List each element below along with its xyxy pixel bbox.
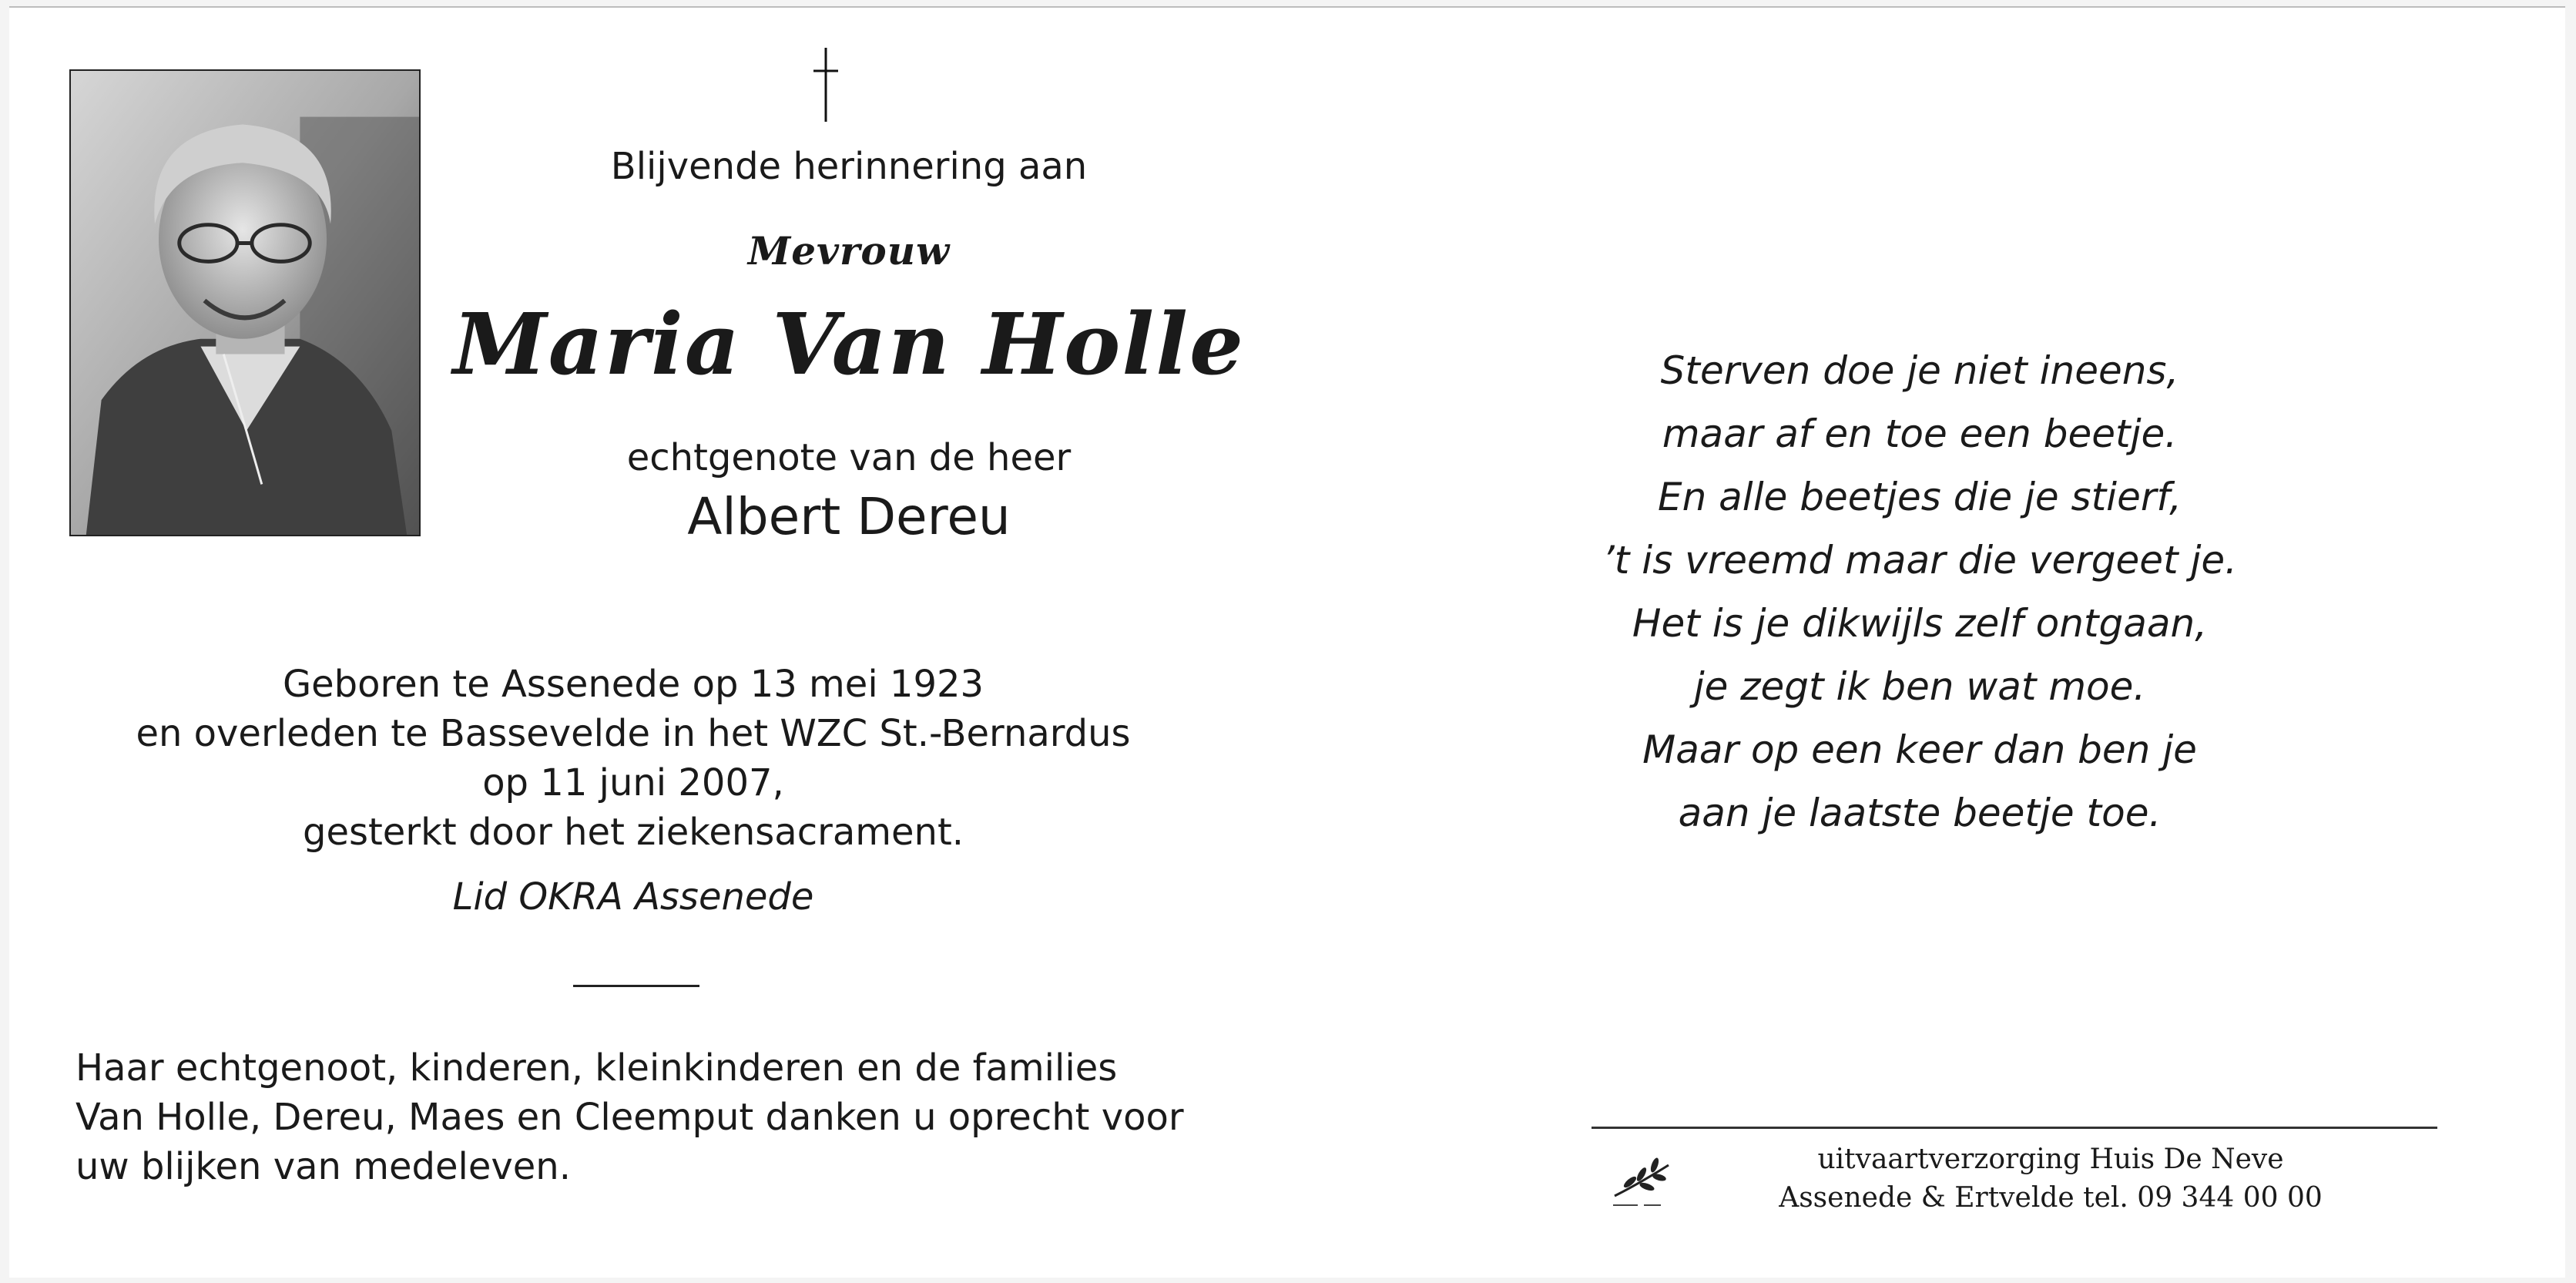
poem-line: je zegt ik ben wat moe. [1693, 664, 2146, 709]
portrait-photo [69, 69, 421, 536]
poem-line: Maar op een keer dan ben je [1642, 727, 2197, 772]
deceased-name: Maria Van Holle [452, 294, 1245, 394]
life-line: en overleden te Bassevelde in het WZC St.-Bernardus [136, 712, 1131, 755]
life-details [86, 660, 1180, 857]
thanks-line: Van Holle, Dereu, Maes en Cleemput danken u oprecht voor [75, 1096, 1184, 1139]
memorial-intro: Blijvende herinnering aan [610, 145, 1088, 188]
honorific-title: Mevrouw [747, 228, 951, 274]
memorial-card [9, 6, 2565, 1278]
life-line: op 11 juni 2007, [482, 761, 784, 804]
spouse-intro: echtgenote van de heer [626, 436, 1072, 479]
funeral-home-info [1681, 1140, 2420, 1218]
life-line: Geboren te Assenede op 13 mei 1923 [282, 663, 984, 706]
poem-line: Sterven doe je niet ineens, [1660, 348, 2179, 393]
footer-divider [1592, 1127, 2437, 1129]
cross-icon [810, 46, 841, 123]
thanks-line: Haar echtgenoot, kinderen, kleinkinderen en de families [75, 1046, 1118, 1090]
portrait-image [71, 71, 419, 535]
poem-line: En alle beetjes die je stierf, [1657, 475, 2182, 519]
thanks-message [75, 1043, 1231, 1191]
thanks-line: uw blijken van medeleven. [75, 1145, 571, 1188]
funeral-home-contact: Assenede & Ertvelde tel. 09 344 00 00 [1779, 1182, 2323, 1214]
membership-note: Lid OKRA Assenede [452, 875, 814, 919]
poem [1535, 339, 2305, 845]
spouse-name: Albert Dereu [687, 487, 1011, 546]
funeral-home-name: uitvaartverzorging Huis De Neve [1817, 1144, 2284, 1175]
poem-line: maar af en toe een beetje. [1662, 411, 2178, 456]
life-line: gesterkt door het ziekensacrament. [302, 811, 964, 854]
divider [573, 985, 699, 987]
poem-line: ’t is vreemd maar die vergeet je. [1602, 538, 2238, 583]
olive-branch-logo-icon [1607, 1142, 1676, 1211]
poem-line: aan je laatste beetje toe. [1678, 791, 2162, 835]
poem-line: Het is je dikwijls zelf ontgaan, [1632, 601, 2208, 646]
